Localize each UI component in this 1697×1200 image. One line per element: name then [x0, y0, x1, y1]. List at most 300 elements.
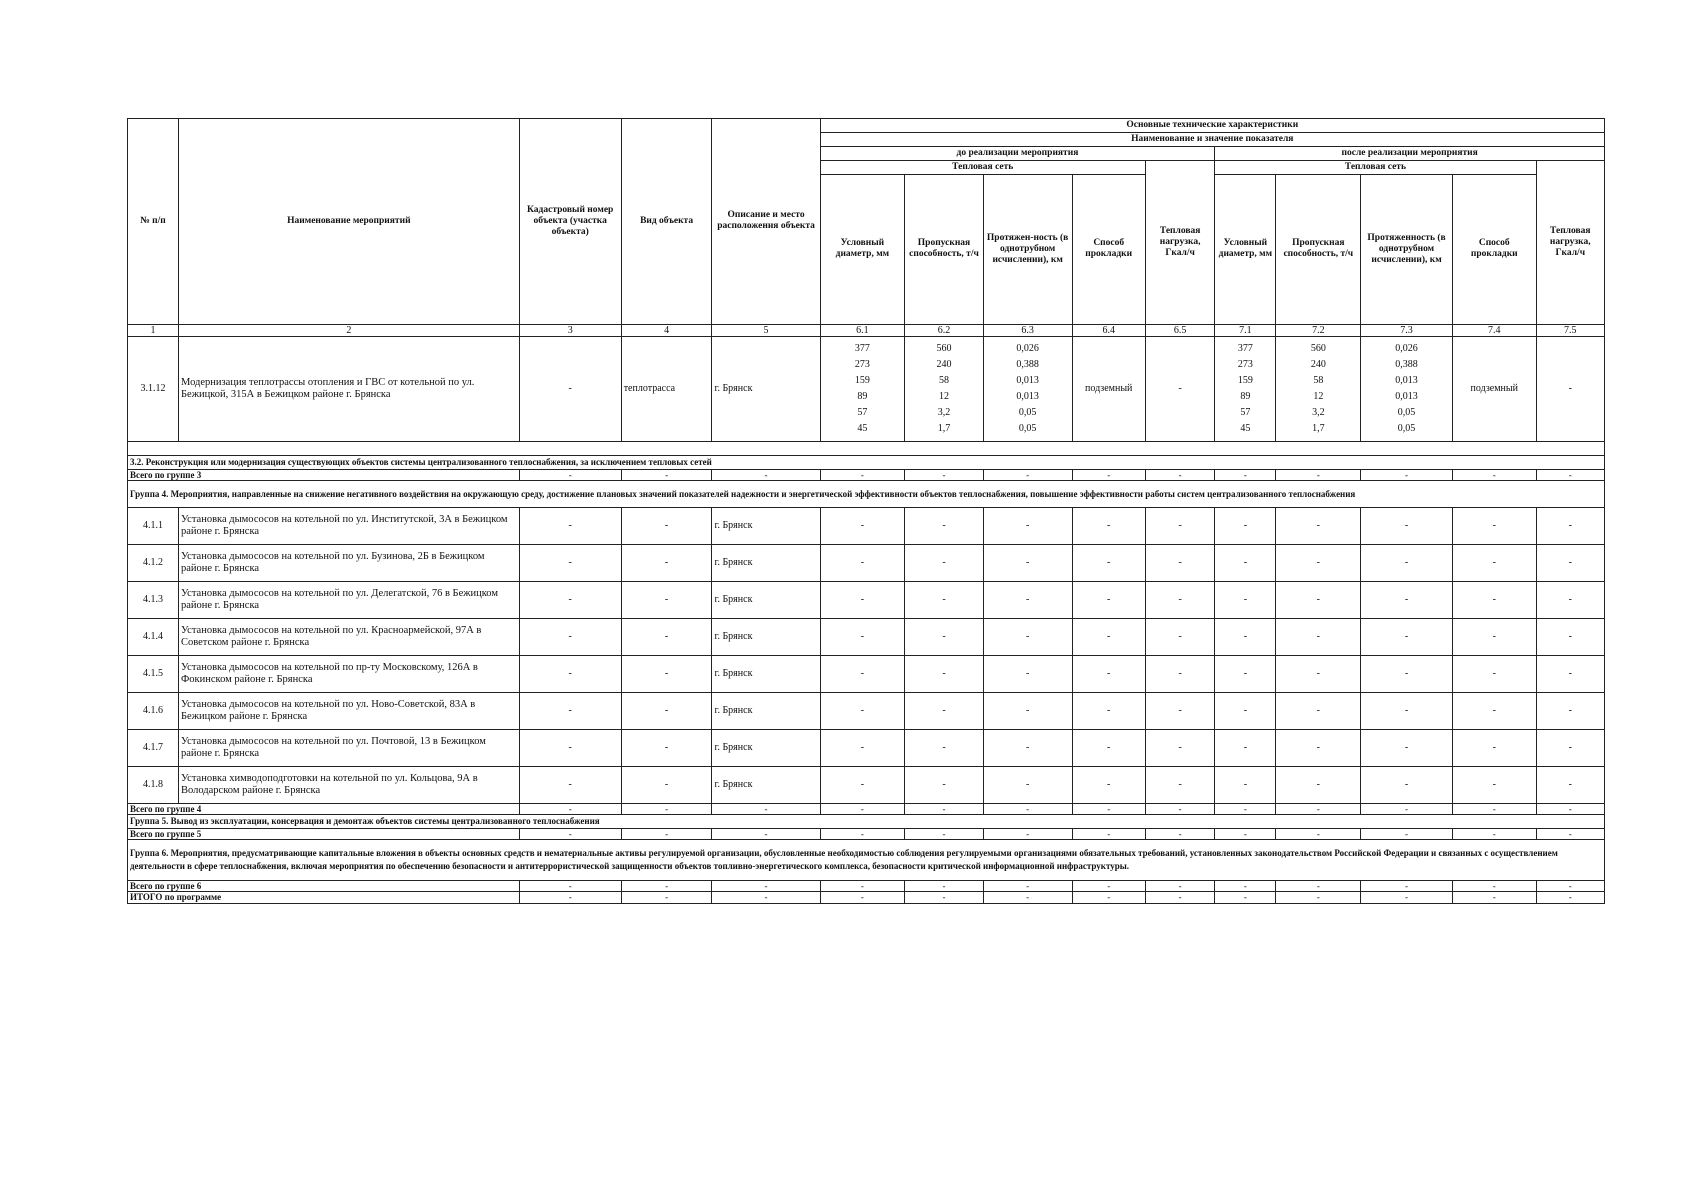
row-location: г. Брянск — [712, 337, 820, 442]
value-line: 12 — [1313, 391, 1324, 403]
row-value: - — [820, 766, 905, 803]
row-value: - — [1276, 544, 1361, 581]
total-value: - — [1276, 828, 1361, 839]
row-value: - — [983, 766, 1072, 803]
total-value: - — [1145, 892, 1214, 903]
value-line: 58 — [939, 375, 949, 387]
total-value: - — [1536, 803, 1604, 814]
total-label: ИТОГО по программе — [128, 892, 520, 903]
row-object-type: - — [621, 692, 712, 729]
total-value: - — [820, 892, 905, 903]
total-value: - — [820, 880, 905, 891]
total-value: - — [1536, 892, 1604, 903]
row-value: - — [1536, 655, 1604, 692]
value-line: 45 — [1240, 423, 1251, 435]
total-value: - — [1276, 880, 1361, 891]
total-value: - — [1361, 892, 1453, 903]
row-value: - — [1215, 692, 1276, 729]
row-name: Установка дымососов на котельной по ул. Институтской, 3А в Бежицком районе г. Брянска — [179, 507, 520, 544]
total-value: - — [1072, 828, 1145, 839]
value-line: 1,7 — [1312, 423, 1325, 435]
total-value: - — [1072, 803, 1145, 814]
table-row — [128, 618, 1605, 655]
total-value: - — [519, 892, 621, 903]
total-group-3-row — [128, 469, 1605, 480]
row-value: - — [1361, 729, 1453, 766]
row-name: Установка дымососов на котельной по ул. Красноармейской, 97А в Советском районе г. Брянска — [179, 618, 520, 655]
row-value: - — [1452, 655, 1536, 692]
total-value: - — [983, 828, 1072, 839]
length-before-values — [983, 337, 1072, 442]
total-value: - — [1452, 803, 1536, 814]
total-value: - — [983, 880, 1072, 891]
total-value: - — [905, 880, 984, 891]
row-value: - — [1215, 581, 1276, 618]
header-laying-before: Способ прокладки — [1072, 174, 1145, 324]
table-row — [128, 729, 1605, 766]
value-line: 273 — [854, 359, 870, 371]
row-cadastral: - — [519, 692, 621, 729]
row-value: - — [905, 766, 984, 803]
row-value: - — [1361, 692, 1453, 729]
row-value: - — [1536, 692, 1604, 729]
total-value: - — [905, 892, 984, 903]
total-value: - — [1361, 803, 1453, 814]
total-value: - — [1452, 892, 1536, 903]
column-number: 6.2 — [905, 324, 984, 337]
header-num: № п/п — [128, 119, 179, 325]
value-line: 377 — [1237, 343, 1253, 355]
row-value: - — [983, 581, 1072, 618]
group-4-row — [128, 480, 1605, 507]
row-value: - — [1145, 655, 1214, 692]
total-value: - — [820, 828, 905, 839]
table-row — [128, 655, 1605, 692]
row-value: - — [1276, 692, 1361, 729]
value-line: 273 — [1237, 359, 1253, 371]
total-value: - — [983, 892, 1072, 903]
total-value: - — [1452, 469, 1536, 480]
throughput-after-values — [1276, 337, 1361, 442]
value-line: 240 — [1310, 359, 1326, 371]
row-value: - — [1536, 544, 1604, 581]
row-value: - — [820, 581, 905, 618]
row-value: - — [905, 581, 984, 618]
value-line: 58 — [1313, 375, 1324, 387]
total-value: - — [905, 828, 984, 839]
row-num: 4.1.3 — [128, 581, 179, 618]
value-line: 240 — [936, 359, 952, 371]
total-value: - — [621, 828, 712, 839]
row-value: - — [1145, 692, 1214, 729]
row-value: - — [1361, 544, 1453, 581]
column-number: 2 — [179, 324, 520, 337]
row-object-type: - — [621, 766, 712, 803]
row-num: 4.1.5 — [128, 655, 179, 692]
total-value: - — [712, 469, 820, 480]
grand-total-row — [128, 892, 1605, 903]
row-value: - — [820, 507, 905, 544]
total-value: - — [983, 803, 1072, 814]
row-value: - — [1536, 729, 1604, 766]
row-cadastral: - — [519, 544, 621, 581]
row-value: - — [1215, 544, 1276, 581]
total-label: Всего по группе 4 — [128, 803, 520, 814]
total-value: - — [712, 803, 820, 814]
row-location: г. Брянск — [712, 507, 820, 544]
row-value: - — [1276, 507, 1361, 544]
column-number: 7.2 — [1276, 324, 1361, 337]
column-number: 7.1 — [1215, 324, 1276, 337]
program-table-sheet — [127, 118, 1605, 904]
row-value: - — [1215, 618, 1276, 655]
total-value: - — [519, 828, 621, 839]
row-location: г. Брянск — [712, 729, 820, 766]
row-value: - — [1145, 544, 1214, 581]
row-name: Установка дымососов на котельной по ул. Бузинова, 2Б в Бежицком районе г. Брянска — [179, 544, 520, 581]
header-diameter-before: Условный диаметр, мм — [820, 174, 905, 324]
value-line: 0,05 — [1018, 407, 1037, 419]
column-number: 6.4 — [1072, 324, 1145, 337]
diameter-after-values — [1215, 337, 1276, 442]
value-line: 89 — [1240, 391, 1251, 403]
row-cadastral: - — [519, 581, 621, 618]
row-value: - — [1361, 581, 1453, 618]
value-line: 0,013 — [1395, 375, 1418, 387]
header-after: после реализации мероприятия — [1215, 146, 1605, 160]
row-num: 3.1.12 — [128, 337, 179, 442]
row-value: - — [1145, 581, 1214, 618]
row-value: - — [1072, 766, 1145, 803]
value-line: 159 — [854, 375, 870, 387]
total-value: - — [1215, 803, 1276, 814]
table-row — [128, 581, 1605, 618]
header-cadastral: Кадастровый номер объекта (участка объекта) — [519, 119, 621, 325]
column-number: 6.5 — [1145, 324, 1214, 337]
row-value: - — [1215, 507, 1276, 544]
row-value: - — [1361, 618, 1453, 655]
row-value: - — [1072, 507, 1145, 544]
total-value: - — [519, 880, 621, 891]
row-value: - — [905, 507, 984, 544]
total-value: - — [519, 469, 621, 480]
group-6-row — [128, 839, 1605, 880]
total-group-5-row — [128, 828, 1605, 839]
row-value: - — [1072, 581, 1145, 618]
value-line: 560 — [936, 343, 952, 355]
value-line: 0,013 — [1016, 391, 1039, 403]
total-value: - — [621, 469, 712, 480]
row-value: - — [1072, 729, 1145, 766]
diameter-before-values — [820, 337, 905, 442]
load-before: - — [1145, 337, 1214, 442]
value-line: 0,013 — [1016, 375, 1039, 387]
total-label: Всего по группе 5 — [128, 828, 520, 839]
total-value: - — [1145, 469, 1214, 480]
value-line: 560 — [1310, 343, 1326, 355]
total-value: - — [712, 892, 820, 903]
group-4-events — [128, 507, 1605, 803]
row-object-type: - — [621, 507, 712, 544]
row-value: - — [983, 507, 1072, 544]
total-value: - — [519, 803, 621, 814]
total-value: - — [1072, 892, 1145, 903]
total-value: - — [1361, 828, 1453, 839]
row-name: Установка химводоподготовки на котельной по ул. Кольцова, 9А в Володарском районе г. Брянска — [179, 766, 520, 803]
row-value: - — [1276, 729, 1361, 766]
row-value: - — [1361, 655, 1453, 692]
total-value: - — [1215, 880, 1276, 891]
value-line: 1,7 — [937, 423, 951, 435]
row-num: 4.1.2 — [128, 544, 179, 581]
empty-row — [128, 442, 1605, 456]
total-label: Всего по группе 6 — [128, 880, 520, 891]
header-length-before: Протяжен-ность (в однотрубном исчислении), км — [983, 174, 1072, 324]
row-value: - — [1452, 581, 1536, 618]
row-value: - — [983, 692, 1072, 729]
row-value: - — [1452, 544, 1536, 581]
total-value: - — [1276, 469, 1361, 480]
row-cadastral: - — [519, 655, 621, 692]
section-3-2-row — [128, 456, 1605, 469]
row-num: 4.1.4 — [128, 618, 179, 655]
row-value: - — [1145, 729, 1214, 766]
table-row-3-1-12 — [128, 337, 1605, 442]
row-value: - — [1215, 655, 1276, 692]
row-value: - — [1145, 507, 1214, 544]
row-value: - — [1145, 618, 1214, 655]
row-value: - — [1276, 618, 1361, 655]
row-location: г. Брянск — [712, 655, 820, 692]
row-cadastral: - — [519, 618, 621, 655]
row-value: - — [1215, 729, 1276, 766]
row-value: - — [983, 729, 1072, 766]
total-value: - — [712, 828, 820, 839]
row-object-type: теплотрасса — [621, 337, 712, 442]
header-length-after: Протяженность (в однотрубном исчислении), км — [1361, 174, 1453, 324]
row-location: г. Брянск — [712, 618, 820, 655]
row-value: - — [1276, 581, 1361, 618]
row-value: - — [983, 544, 1072, 581]
total-value: - — [1361, 880, 1453, 891]
total-value: - — [1536, 469, 1604, 480]
row-value: - — [1452, 507, 1536, 544]
value-line: 3,2 — [1312, 407, 1325, 419]
row-value: - — [1276, 655, 1361, 692]
column-number: 7.4 — [1452, 324, 1536, 337]
total-value: - — [1215, 892, 1276, 903]
value-line: 0,05 — [1397, 407, 1416, 419]
total-value: - — [1145, 828, 1214, 839]
row-value: - — [905, 655, 984, 692]
row-cadastral: - — [519, 729, 621, 766]
row-num: 4.1.6 — [128, 692, 179, 729]
row-value: - — [905, 618, 984, 655]
column-number: 4 — [621, 324, 712, 337]
row-value: - — [1361, 766, 1453, 803]
value-line: 3,2 — [937, 407, 951, 419]
column-number: 6.1 — [820, 324, 905, 337]
value-line: 0,026 — [1016, 343, 1039, 355]
row-location: г. Брянск — [712, 544, 820, 581]
row-num: 4.1.1 — [128, 507, 179, 544]
total-label: Всего по группе 3 — [128, 469, 520, 480]
laying-after: подземный — [1452, 337, 1536, 442]
row-name: Установка дымососов на котельной по ул. Почтовой, 13 в Бежицком районе г. Брянска — [179, 729, 520, 766]
header-throughput-after: Пропускная способность, т/ч — [1276, 174, 1361, 324]
row-value: - — [983, 618, 1072, 655]
row-value: - — [1072, 544, 1145, 581]
row-value: - — [1536, 618, 1604, 655]
total-value: - — [905, 469, 984, 480]
row-value: - — [820, 618, 905, 655]
header-laying-after: Способ прокладки — [1452, 174, 1536, 324]
row-object-type: - — [621, 655, 712, 692]
total-group-6-row — [128, 880, 1605, 891]
row-value: - — [1452, 729, 1536, 766]
table-row — [128, 766, 1605, 803]
row-cadastral: - — [519, 337, 621, 442]
header-heat-net-before: Тепловая сеть — [820, 160, 1145, 174]
row-object-type: - — [621, 544, 712, 581]
total-value: - — [1452, 880, 1536, 891]
value-line: 57 — [857, 407, 868, 419]
value-line: 45 — [857, 423, 868, 435]
total-value: - — [1215, 828, 1276, 839]
value-line: 0,05 — [1397, 423, 1416, 435]
total-value: - — [621, 892, 712, 903]
value-line: 12 — [939, 391, 949, 403]
header-diameter-after: Условный диаметр, мм — [1215, 174, 1276, 324]
row-object-type: - — [621, 618, 712, 655]
value-line: 89 — [857, 391, 868, 403]
row-value: - — [1452, 692, 1536, 729]
row-value: - — [983, 655, 1072, 692]
header-indicator: Наименование и значение показателя — [820, 132, 1604, 146]
value-line: 377 — [854, 343, 870, 355]
total-value: - — [905, 803, 984, 814]
row-value: - — [820, 544, 905, 581]
throughput-before-values — [905, 337, 984, 442]
column-numbers-row — [128, 324, 1605, 337]
row-value: - — [1536, 766, 1604, 803]
row-name: Установка дымососов на котельной по ул. Делегатской, 76 в Бежицком районе г. Брянска — [179, 581, 520, 618]
header-throughput-before: Пропускная способность, т/ч — [905, 174, 984, 324]
row-value: - — [1072, 692, 1145, 729]
header-load-before: Тепловая нагрузка, Гкал/ч — [1145, 160, 1214, 324]
table-row — [128, 692, 1605, 729]
header-main-characteristics: Основные технические характеристики — [820, 119, 1604, 133]
row-object-type: - — [621, 581, 712, 618]
column-number: 1 — [128, 324, 179, 337]
header-object-type: Вид объекта — [621, 119, 712, 325]
row-name: Установка дымососов на котельной по пр-ту Московскому, 126А в Фокинском районе г. Брянска — [179, 655, 520, 692]
row-name: Модернизация теплотрассы отопления и ГВС от котельной по ул. Бежицкой, 315А в Бежицком районе г. Брянска — [179, 337, 520, 442]
group-6-title: Группа 6. Мероприятия, предусматривающие капитальные вложения в объекты основных средств и нематериальные активы регулируемой организации, обусловленные необходимостью соблюдения регулируемыми организациями обязательных требований, установленных законодательством Российской Федерации и связанных с осуществлением деятельности в сфере теплоснабжения, включая мероприятия по обеспечению безопасности и антитеррористической защищенности объектов топливно-энергетического комплекса, безопасности критической информационной инфраструктуры. — [128, 839, 1605, 880]
total-value: - — [1276, 803, 1361, 814]
program-table — [127, 118, 1605, 904]
column-number: 6.3 — [983, 324, 1072, 337]
total-value: - — [1452, 828, 1536, 839]
row-value: - — [820, 729, 905, 766]
row-value: - — [1215, 766, 1276, 803]
total-value: - — [1536, 880, 1604, 891]
total-value: - — [1145, 880, 1214, 891]
header-before: до реализации мероприятия — [820, 146, 1215, 160]
row-num: 4.1.7 — [128, 729, 179, 766]
table-row — [128, 507, 1605, 544]
row-value: - — [820, 692, 905, 729]
row-value: - — [1536, 507, 1604, 544]
total-value: - — [1215, 469, 1276, 480]
column-number: 7.5 — [1536, 324, 1604, 337]
total-value: - — [621, 880, 712, 891]
total-value: - — [1536, 828, 1604, 839]
total-value: - — [983, 469, 1072, 480]
total-group-4-row — [128, 803, 1605, 814]
value-line: 0,05 — [1018, 423, 1037, 435]
column-number: 7.3 — [1361, 324, 1453, 337]
row-value: - — [1072, 618, 1145, 655]
total-value: - — [1072, 880, 1145, 891]
row-location: г. Брянск — [712, 766, 820, 803]
group-5-title: Группа 5. Вывод из эксплуатации, консервация и демонтаж объектов системы централизованного теплоснабжения — [128, 815, 1605, 828]
row-value: - — [1276, 766, 1361, 803]
header-heat-net-after: Тепловая сеть — [1215, 160, 1536, 174]
row-value: - — [820, 655, 905, 692]
row-value: - — [1361, 507, 1453, 544]
row-value: - — [1452, 766, 1536, 803]
row-value: - — [905, 729, 984, 766]
header-name: Наименование мероприятий — [179, 119, 520, 325]
length-after-values — [1361, 337, 1453, 442]
total-value: - — [820, 469, 905, 480]
row-value: - — [1072, 655, 1145, 692]
total-value: - — [1276, 892, 1361, 903]
row-name: Установка дымососов на котельной по ул. Ново-Советской, 83А в Бежицком районе г. Брянска — [179, 692, 520, 729]
value-line: 0,388 — [1395, 359, 1418, 371]
total-value: - — [712, 880, 820, 891]
column-number: 5 — [712, 324, 820, 337]
row-cadastral: - — [519, 766, 621, 803]
value-line: 0,026 — [1395, 343, 1418, 355]
row-object-type: - — [621, 729, 712, 766]
group-5-row — [128, 815, 1605, 828]
value-line: 159 — [1237, 375, 1253, 387]
value-line: 0,388 — [1016, 359, 1039, 371]
header-location: Описание и место расположения объекта — [712, 119, 820, 325]
row-value: - — [1536, 581, 1604, 618]
group-4-title: Группа 4. Мероприятия, направленные на снижение негативного воздействия на окружающую среду, достижение плановых значений показателей надежности и энергетической эффективности объектов теплоснабжения, повышение эффективности работы систем централизованного теплоснабжения — [128, 480, 1605, 507]
row-location: г. Брянск — [712, 581, 820, 618]
total-value: - — [1145, 803, 1214, 814]
load-after: - — [1536, 337, 1604, 442]
section-3-2-title: 3.2. Реконструкция или модернизация существующих объектов системы централизованного теплоснабжения, за исключением тепловых сетей — [128, 456, 1605, 469]
row-location: г. Брянск — [712, 692, 820, 729]
total-value: - — [820, 803, 905, 814]
row-cadastral: - — [519, 507, 621, 544]
total-value: - — [1072, 469, 1145, 480]
column-number: 3 — [519, 324, 621, 337]
laying-before: подземный — [1072, 337, 1145, 442]
header-load-after: Тепловая нагрузка, Гкал/ч — [1536, 160, 1604, 324]
row-value: - — [1145, 766, 1214, 803]
table-row — [128, 544, 1605, 581]
value-line: 0,013 — [1395, 391, 1418, 403]
row-value: - — [1452, 618, 1536, 655]
row-value: - — [905, 692, 984, 729]
total-value: - — [1361, 469, 1453, 480]
